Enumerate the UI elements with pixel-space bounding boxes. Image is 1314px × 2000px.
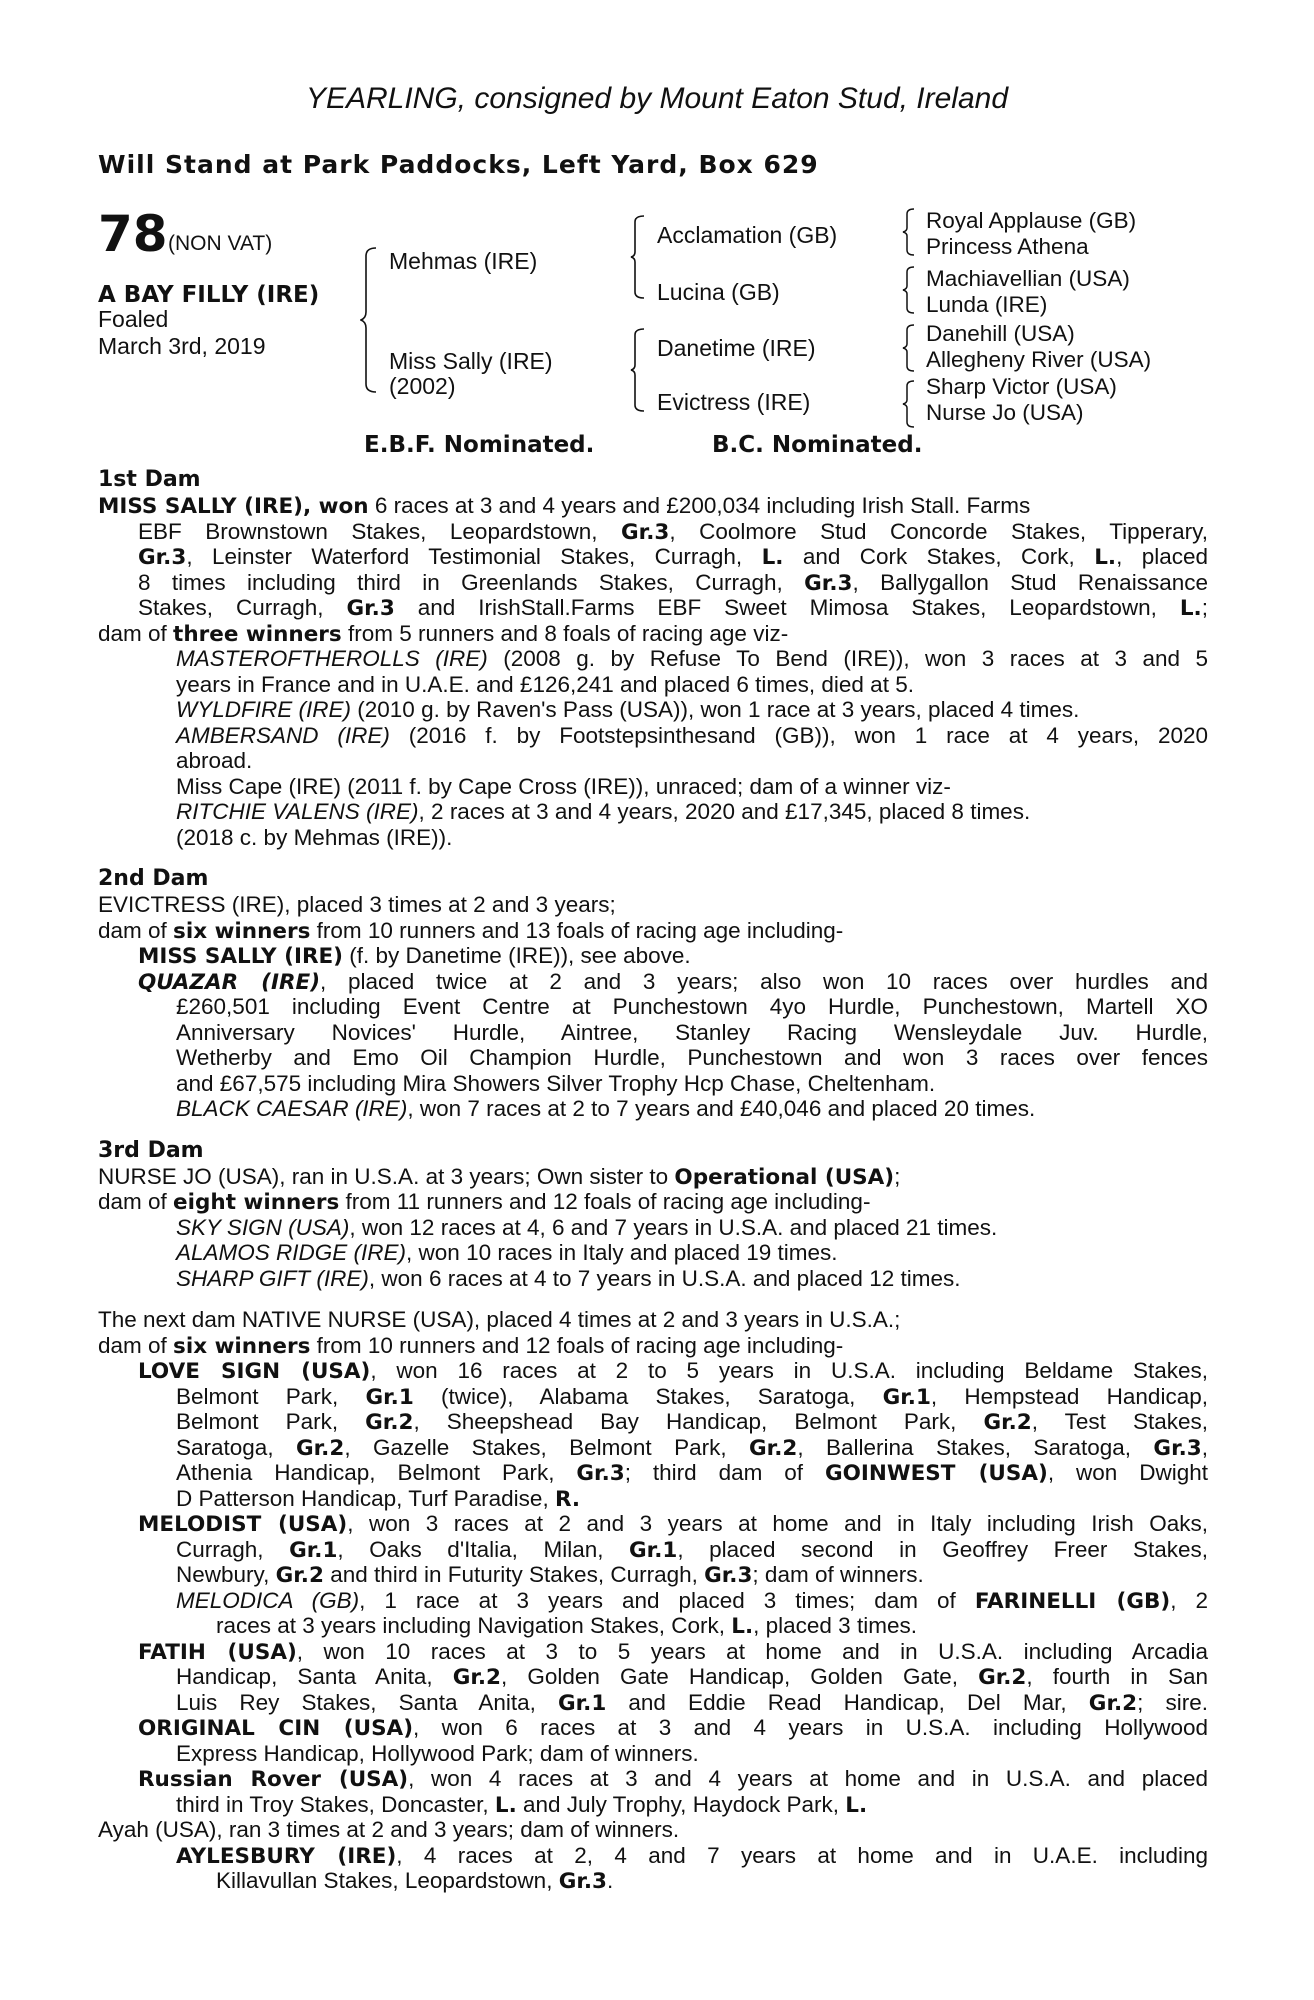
text-run: third in Troy Stakes, Doncaster,	[176, 1791, 495, 1817]
catalogue-line	[98, 1384, 1208, 1410]
catalogue-body	[98, 467, 1208, 1910]
text-run: Gr.1	[882, 1384, 931, 1410]
catalogue-title: YEARLING, consigned by Mount Eaton Stud, Ireland	[305, 82, 1009, 115]
text-run: .	[607, 1868, 614, 1893]
text-run: , won 12 races at 4, 6 and 7 years in U.S.A. and placed 21 times.	[349, 1214, 998, 1240]
text-run: , won 6 races at 4 to 7 years in U.S.A. and placed 12 times.	[368, 1265, 961, 1291]
text-run: L.	[845, 1792, 868, 1818]
text-run: eight winners	[173, 1190, 340, 1215]
catalogue-line	[98, 1664, 1208, 1690]
text-run: , Gazelle Stakes, Belmont Park,	[344, 1434, 750, 1460]
catalogue-line	[98, 646, 1208, 672]
catalogue-line	[98, 1020, 1208, 1046]
text-run: , Test Stakes,	[1031, 1409, 1208, 1434]
text-run: MELODICA (GB)	[176, 1587, 360, 1613]
text-run: Stakes, Curragh,	[138, 595, 347, 620]
pedigree-g4: Lunda (IRE)	[926, 292, 1048, 317]
text-run: Gr.2	[365, 1410, 414, 1435]
text-run: , 2 races at 3 and 4 years, 2020 and £17,345, placed 8 times.	[418, 799, 1031, 824]
pedigree-g7: Sharp Victor (USA)	[926, 374, 1117, 399]
text-run: SKY SIGN (USA)	[176, 1214, 350, 1240]
catalogue-line	[98, 1307, 1208, 1333]
pedigree-g2: Princess Athena	[926, 234, 1089, 259]
text-run: (2010 g. by Raven's Pass (USA)), won 1 race at 3 years, placed 4 times.	[351, 697, 1080, 722]
text-run: Gr.2	[275, 1563, 324, 1588]
bc-nomination: B.C. Nominated.	[712, 432, 923, 458]
text-run: Gr.2	[452, 1665, 502, 1690]
pedigree-brace-sire-line	[630, 212, 652, 302]
first-dam-heading: 1st Dam	[98, 467, 201, 492]
catalogue-line	[98, 1409, 1208, 1435]
text-run: GOINWEST (USA)	[824, 1461, 1048, 1486]
third-dam-lines	[98, 1164, 1208, 1292]
text-run: QUAZAR (IRE)	[138, 969, 321, 995]
pedigree-brace-g2	[902, 264, 920, 316]
catalogue-line	[98, 544, 1208, 570]
catalogue-line	[98, 1868, 1208, 1894]
text-run: ,	[1201, 1434, 1208, 1460]
text-run: from 10 runners and 12 foals of racing age including-	[310, 1332, 844, 1358]
catalogue-line	[98, 1537, 1208, 1563]
text-run: , 4 races at 2, 4 and 7 years at home and in U.A.E. including	[396, 1842, 1208, 1868]
text-run: and Eddie Read Handicap, Del Mar,	[606, 1689, 1089, 1715]
catalogue-line	[98, 748, 1208, 774]
catalogue-line	[98, 799, 1208, 825]
catalogue-line	[98, 723, 1208, 749]
text-run: from 5 runners and 8 foals of racing age viz-	[341, 620, 789, 646]
text-run: dam of	[98, 1189, 174, 1214]
text-run: LOVE SIGN (USA)	[138, 1359, 371, 1384]
text-run: , won 3 races at 2 and 3 years at home and in Italy including Irish Oaks,	[347, 1511, 1208, 1536]
catalogue-line	[98, 1741, 1208, 1767]
text-run: ; sire.	[1137, 1689, 1208, 1715]
text-run: , placed second in Geoffrey Freer Stakes,	[677, 1536, 1208, 1562]
catalogue-line	[98, 1843, 1208, 1869]
pedigree-dam: Miss Sally (IRE)	[389, 348, 553, 374]
text-run: MISS SALLY (IRE)	[138, 944, 344, 969]
pedigree-g6: Allegheny River (USA)	[926, 347, 1152, 372]
text-run: Gr.2	[978, 1665, 1027, 1690]
text-run: Wetherby and Emo Oil Champion Hurdle, Punchestown and won 3 races over fences	[176, 1045, 1208, 1070]
text-run: Gr.2	[983, 1410, 1032, 1435]
pedigree-brace-sire-dam	[360, 240, 386, 400]
catalogue-line	[98, 1189, 1208, 1215]
catalogue-line	[98, 1766, 1208, 1792]
catalogue-line	[98, 1792, 1208, 1818]
text-run: The next dam NATIVE NURSE (USA), placed 4 times at 2 and 3 years in U.S.A.;	[98, 1307, 901, 1332]
text-run: L.	[494, 1792, 517, 1818]
text-run: Gr.3	[621, 519, 670, 545]
text-run: , won Dwight	[1047, 1460, 1208, 1485]
pedigree-g5: Danehill (USA)	[926, 321, 1075, 346]
text-run: Gr.2	[296, 1435, 345, 1461]
pedigree-g8: Nurse Jo (USA)	[926, 400, 1084, 425]
pedigree-brace-dam-line	[630, 325, 652, 415]
text-run: L.	[1094, 545, 1117, 570]
second-dam-lines	[98, 892, 1208, 1122]
text-run: Belmont Park,	[176, 1409, 366, 1434]
text-run: AMBERSAND (IRE)	[176, 722, 390, 748]
text-run: , 1 race at 3 years and placed 3 times; dam of	[359, 1587, 975, 1613]
catalogue-line	[98, 774, 1208, 800]
second-dam-heading: 2nd Dam	[98, 866, 209, 891]
text-run: abroad.	[176, 748, 253, 773]
text-run: Handicap, Santa Anita,	[176, 1664, 453, 1689]
text-run: from 10 runners and 13 foals of racing age including-	[310, 917, 844, 943]
next-dam-lines	[98, 1307, 1208, 1894]
first-dam-section	[98, 467, 1208, 850]
catalogue-line	[98, 1096, 1208, 1122]
catalogue-line	[98, 1690, 1208, 1716]
foaled-label: Foaled	[98, 306, 169, 332]
text-run: Curragh,	[176, 1536, 290, 1562]
text-run: Gr.3	[346, 596, 395, 621]
vat-status: (NON VAT)	[168, 232, 273, 255]
text-run: ; third dam of	[624, 1460, 825, 1485]
text-run: Saratoga,	[176, 1434, 296, 1460]
text-run: Gr.1	[557, 1690, 607, 1716]
text-run: , won 4 races at 3 and 4 years at home and in U.S.A. and placed	[408, 1766, 1209, 1791]
text-run: , 2	[1170, 1587, 1208, 1613]
catalogue-line	[98, 1460, 1208, 1486]
text-run: , placed 3 times.	[753, 1613, 917, 1638]
text-run: six winners	[173, 1333, 311, 1359]
text-run: EBF Brownstown Stakes, Leopardstown,	[138, 518, 622, 544]
text-run: (2016 f. by Footstepsinthesand (GB)), won 1 race at 4 years, 2020	[389, 722, 1208, 748]
catalogue-line	[98, 519, 1208, 545]
catalogue-line	[98, 892, 1208, 918]
text-run: Russian Rover (USA)	[138, 1767, 409, 1792]
catalogue-line	[98, 994, 1208, 1020]
catalogue-line	[98, 825, 1208, 851]
text-run: BLACK CAESAR (IRE)	[176, 1096, 408, 1121]
pedigree-g1: Royal Applause (GB)	[926, 208, 1137, 233]
pedigree-brace-g1	[902, 206, 920, 258]
text-run: Gr.2	[749, 1435, 798, 1461]
text-run: AYLESBURY (IRE)	[176, 1843, 397, 1869]
catalogue-line	[98, 1333, 1208, 1359]
text-run: 6 races at 3 and 4 years and £200,034 including Irish Stall. Farms	[368, 493, 1031, 518]
text-run: FATIH (USA)	[138, 1639, 297, 1665]
catalogue-line	[98, 1639, 1208, 1665]
text-run: WYLDFIRE (IRE)	[176, 697, 352, 722]
text-run: from 11 runners and 12 foals of racing age including-	[339, 1189, 871, 1214]
text-run: , placed	[1116, 544, 1208, 569]
catalogue-line	[98, 672, 1208, 698]
text-run: Gr.1	[289, 1537, 338, 1563]
text-run: and July Trophy, Haydock Park,	[516, 1791, 846, 1817]
text-run: (2008 g. by Refuse To Bend (IRE)), won 3 races at 3 and 5	[487, 646, 1209, 671]
text-run: , Coolmore Stud Concorde Stakes, Tipperary,	[669, 518, 1208, 544]
text-run: MELODIST (USA)	[138, 1512, 348, 1537]
text-run: EVICTRESS (IRE), placed 3 times at 2 and 3 years;	[98, 892, 616, 917]
horse-description: A BAY FILLY (IRE)	[98, 282, 320, 308]
text-run: ORIGINAL CIN (USA)	[138, 1716, 414, 1741]
catalogue-line	[98, 1358, 1208, 1384]
text-run: Gr.3	[704, 1563, 753, 1588]
text-run: MISS SALLY (IRE), won	[98, 494, 369, 519]
text-run: FARINELLI (GB)	[974, 1588, 1171, 1614]
text-run: Miss Cape (IRE) (2011 f. by Cape Cross (IRE)), unraced; dam of a winner viz-	[176, 773, 951, 799]
pedigree-sire-sire: Acclamation (GB)	[657, 222, 838, 248]
text-run: Ayah (USA), ran 3 times at 2 and 3 years; dam of winners.	[98, 1817, 680, 1842]
text-run: , Golden Gate Handicap, Golden Gate,	[501, 1664, 979, 1689]
text-run: dam of	[98, 1332, 174, 1358]
catalogue-line	[98, 918, 1208, 944]
text-run: L.	[1179, 596, 1202, 621]
text-run: six winners	[173, 918, 311, 944]
pedigree-sire: Mehmas (IRE)	[389, 248, 538, 274]
text-run: dam of	[98, 917, 174, 943]
text-run: MASTEROFTHEROLLS (IRE)	[176, 646, 488, 671]
text-run: RITCHIE VALENS (IRE)	[176, 799, 419, 824]
text-run: , won 10 races in Italy and placed 19 times.	[406, 1240, 838, 1265]
text-run: Anniversary Novices' Hurdle, Aintree, Stanley Racing Wensleydale Juv. Hurdle,	[176, 1019, 1208, 1045]
second-dam-section	[98, 866, 1208, 1122]
catalogue-line	[98, 1817, 1208, 1843]
catalogue-line	[98, 1164, 1208, 1190]
catalogue-line	[98, 1613, 1208, 1639]
text-run: Operational (USA)	[674, 1164, 895, 1190]
text-run: ALAMOS RIDGE (IRE)	[176, 1240, 407, 1265]
text-run: races at 3 years including Navigation Stakes, Cork,	[216, 1613, 732, 1638]
text-run: £260,501 including Event Centre at Punchestown 4yo Hurdle, Punchestown, Martell XO	[176, 994, 1208, 1019]
text-run: Athenia Handicap, Belmont Park,	[176, 1460, 577, 1485]
text-run: D Patterson Handicap, Turf Paradise,	[176, 1485, 555, 1511]
text-run: SHARP GIFT (IRE)	[176, 1265, 369, 1291]
text-run: ; dam of winners.	[752, 1562, 924, 1587]
pedigree-g3: Machiavellian (USA)	[926, 266, 1130, 291]
text-run: Gr.3	[138, 545, 187, 570]
text-run: , Sheepshead Bay Handicap, Belmont Park,	[413, 1409, 984, 1434]
text-run: , Leinster Waterford Testimonial Stakes, Curragh,	[186, 544, 762, 569]
text-run: ;	[1201, 595, 1208, 620]
text-run: Newbury,	[176, 1562, 276, 1587]
text-run: , fourth in San	[1026, 1664, 1208, 1689]
catalogue-line	[98, 1511, 1208, 1537]
text-run: , placed twice at 2 and 3 years; also won 10 races over hurdles and	[320, 968, 1208, 994]
catalogue-line	[98, 697, 1208, 723]
ebf-nomination: E.B.F. Nominated.	[364, 432, 595, 458]
third-dam-section	[98, 1138, 1208, 1292]
catalogue-line	[98, 1071, 1208, 1097]
catalogue-line	[98, 1435, 1208, 1461]
text-run: Gr.1	[365, 1384, 414, 1410]
foaled-date: March 3rd, 2019	[98, 333, 266, 359]
text-run: Gr.2	[1088, 1690, 1138, 1716]
text-run: and £67,575 including Mira Showers Silver Trophy Hcp Chase, Cheltenham.	[176, 1070, 936, 1096]
text-run: , Oaks d'Italia, Milan,	[337, 1536, 630, 1562]
text-run: (twice), Alabama Stakes, Saratoga,	[413, 1383, 883, 1409]
third-dam-heading: 3rd Dam	[98, 1137, 204, 1163]
catalogue-line	[98, 1562, 1208, 1588]
catalogue-line	[98, 1266, 1208, 1292]
text-run: , Ballerina Stakes, Saratoga,	[797, 1434, 1154, 1460]
text-run: Gr.3	[576, 1461, 625, 1486]
text-run: Gr.1	[629, 1537, 678, 1563]
catalogue-line	[98, 1588, 1208, 1614]
text-run: , won 7 races at 2 to 7 years and £40,046 and placed 20 times.	[407, 1096, 1036, 1121]
text-run: , won 6 races at 3 and 4 years in U.S.A. including Hollywood	[413, 1715, 1208, 1740]
text-run: L.	[761, 545, 784, 570]
text-run: , Ballygallon Stud Renaissance	[852, 569, 1208, 595]
first-dam-lines	[98, 493, 1208, 850]
catalogue-line	[98, 1715, 1208, 1741]
text-run: Gr.3	[804, 570, 853, 596]
text-run: , won 10 races at 3 to 5 years at home and in U.S.A. including Arcadia	[296, 1638, 1208, 1664]
text-run: Express Handicap, Hollywood Park; dam of winners.	[176, 1740, 699, 1766]
text-run: and IrishStall.Farms EBF Sweet Mimosa Stakes, Leopardstown,	[394, 595, 1180, 620]
pedigree-dam-year: (2002)	[389, 373, 456, 399]
stand-location: Will Stand at Park Paddocks, Left Yard, Box 629	[98, 150, 819, 179]
pedigree-brace-g4	[902, 378, 920, 430]
text-run: 8 times including third in Greenlands Stakes, Curragh,	[138, 569, 805, 595]
text-run: Killavullan Stakes, Leopardstown,	[216, 1868, 559, 1893]
pedigree-dam-dam: Evictress (IRE)	[657, 389, 811, 415]
text-run: ;	[894, 1163, 901, 1189]
text-run: Belmont Park,	[176, 1383, 366, 1409]
catalogue-line	[98, 595, 1208, 621]
text-run: , Hempstead Handicap,	[930, 1383, 1208, 1409]
text-run: L.	[731, 1614, 754, 1639]
catalogue-line	[98, 1486, 1208, 1512]
text-run: (f. by Danetime (IRE)), see above.	[343, 943, 691, 968]
text-run: dam of	[98, 620, 174, 646]
catalogue-line	[98, 969, 1208, 995]
catalogue-line	[98, 570, 1208, 596]
text-run: years in France and in U.A.E. and £126,241 and placed 6 times, died at 5.	[176, 671, 914, 697]
lot-number: 78	[98, 205, 168, 263]
catalogue-line	[98, 943, 1208, 969]
text-run: NURSE JO (USA), ran in U.S.A. at 3 years; Own sister to	[98, 1163, 675, 1189]
pedigree-brace-g3	[902, 322, 920, 374]
text-run: Gr.3	[1153, 1435, 1202, 1461]
pedigree-sire-dam: Lucina (GB)	[657, 279, 780, 305]
text-run: Luis Rey Stakes, Santa Anita,	[176, 1689, 558, 1715]
text-run: three winners	[173, 621, 342, 647]
text-run: and Cork Stakes, Cork,	[783, 544, 1095, 569]
catalogue-line	[98, 1045, 1208, 1071]
catalogue-line	[98, 1240, 1208, 1266]
text-run: and third in Futurity Stakes, Curragh,	[323, 1562, 705, 1587]
text-run: Gr.3	[558, 1869, 608, 1894]
catalogue-line	[98, 493, 1208, 519]
text-run: (2018 c. by Mehmas (IRE)).	[176, 824, 453, 850]
catalogue-line	[98, 621, 1208, 647]
catalogue-line	[98, 1215, 1208, 1241]
text-run: , won 16 races at 2 to 5 years in U.S.A. including Beldame Stakes,	[370, 1358, 1208, 1383]
pedigree-dam-sire: Danetime (IRE)	[657, 335, 816, 361]
next-dam-section	[98, 1307, 1208, 1894]
text-run: R.	[554, 1486, 581, 1512]
